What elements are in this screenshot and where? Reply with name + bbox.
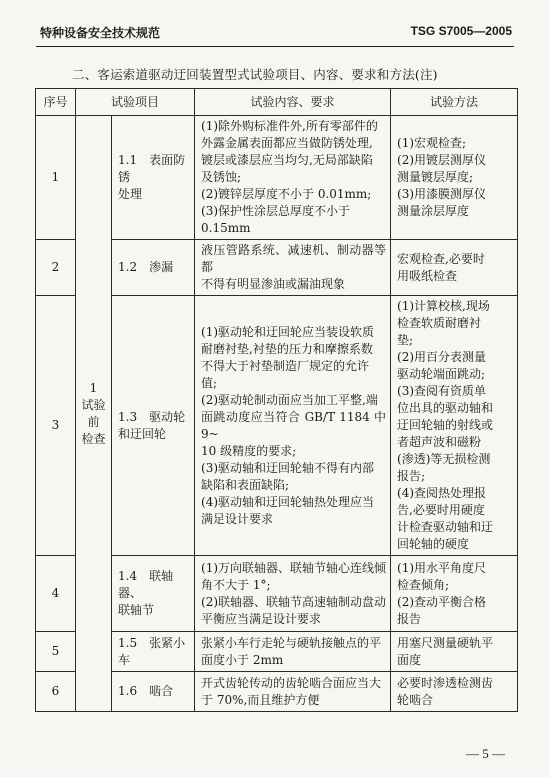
- test-method-line: 测量镀层厚度;: [397, 170, 474, 184]
- test-content-line: (1)万向联轴器、联轴节轴心连线倾: [201, 560, 387, 575]
- test-content-line: 满足设计要求: [201, 511, 274, 526]
- test-content-line: (2)镀锌层厚度不小于 0.01mm;: [201, 187, 372, 201]
- table-header-row: [36, 89, 518, 116]
- test-content-cell: [195, 296, 391, 556]
- category-text: 1: [89, 380, 98, 395]
- test-method-line: (2)查动平衡合格: [397, 594, 487, 609]
- test-method-line: 检查倾角;: [397, 577, 450, 592]
- test-method-line: (1)用水平角度尺: [397, 560, 487, 575]
- row-number: 3: [36, 296, 76, 556]
- test-method-line: 用塞尺测量硬轨平: [397, 635, 494, 650]
- test-method-line: (1)计算校核,现场: [397, 299, 490, 313]
- category-cell: [76, 116, 112, 712]
- test-method-line: 回轮轴的硬度: [397, 537, 470, 551]
- test-content-line: (4)驱动轴和迂回轮轴热处理应当: [201, 494, 375, 509]
- test-method-cell: [391, 296, 518, 556]
- test-item-cell: [112, 116, 195, 240]
- test-item-line: 联轴节: [118, 603, 155, 617]
- test-content-cell: [195, 116, 391, 240]
- test-item-cell: [112, 556, 195, 632]
- test-method-line: 必要时渗透检测齿: [397, 675, 494, 690]
- test-method-line: 驱动轮端面跳动;: [397, 367, 486, 381]
- table-caption: 二、客运索道驱动迂回装置型式试验项目、内容、要求和方法(注): [72, 67, 438, 82]
- col-header-no: 序号: [36, 89, 76, 116]
- test-content-line: 不得大于衬垫制造厂规定的允许: [201, 358, 370, 373]
- test-content-line: 及锈蚀;: [201, 170, 242, 184]
- test-method-line: 面度: [397, 652, 422, 667]
- test-item-line: 1.3 驱动轮: [118, 409, 186, 424]
- test-content-line: 缺陷和表面缺陷;: [201, 477, 290, 492]
- test-content-line: 0.15mm: [201, 221, 251, 235]
- test-content-line: (1)驱动轮和迂回轮应当装设软质: [201, 324, 375, 339]
- test-method-line: 迂回轮轴的射线或: [397, 418, 494, 432]
- test-content-line: (2)联轴器、联轴节高速轴制动盘动: [201, 594, 387, 609]
- test-method-line: (2)用百分表测量: [397, 350, 487, 364]
- test-item-line: 1.5 张紧小车: [118, 635, 186, 667]
- test-content-line: 面度小于 2mm: [201, 652, 284, 667]
- header-rule: [36, 46, 514, 47]
- test-method-line: 位出具的驱动轴和: [397, 401, 494, 415]
- test-spec-table: [35, 88, 518, 712]
- row-number: 2: [36, 240, 76, 296]
- category-text: 检查: [81, 431, 106, 446]
- test-item-line: 1.2 渗漏: [118, 260, 174, 274]
- test-content-line: 镀层或漆层应当均匀,无局部缺陷: [201, 153, 373, 167]
- col-header-method: 试验方法: [391, 89, 518, 116]
- test-item-line: 1.4 联轴器、: [118, 569, 174, 600]
- col-header-content: 试验内容、要求: [195, 89, 391, 116]
- col-header-item: 试验项目: [76, 89, 195, 116]
- header-standard-code: TSG S7005—2005: [410, 24, 512, 38]
- test-method-cell: [391, 556, 518, 632]
- test-method-line: (3)查阅有资质单: [397, 384, 487, 398]
- test-content-line: 10 级精度的要求;: [201, 443, 297, 458]
- test-item-cell: [112, 632, 195, 672]
- test-content-line: 平衡应当满足设计要求: [201, 611, 322, 626]
- test-method-line: 宏观检查,必要时: [397, 251, 485, 266]
- test-content-line: (3)驱动轴和迂回轮轴不得有内部: [201, 460, 375, 475]
- test-method-cell: [391, 240, 518, 296]
- test-method-line: (渗透)等无损检测: [397, 452, 491, 466]
- test-content-line: 外露金属表面都应当做防锈处理,: [201, 136, 373, 150]
- test-method-line: 报告;: [397, 469, 426, 483]
- test-method-line: (4)查阅热处理报: [397, 486, 487, 500]
- test-method-line: 计检查驱动轴和迂: [397, 520, 494, 534]
- test-method-line: 检查软质耐磨衬: [397, 316, 482, 330]
- header-title: 特种设备安全技术规范: [40, 26, 161, 40]
- test-content-cell: [195, 672, 391, 712]
- row-number: 6: [36, 672, 76, 712]
- test-method-cell: [391, 632, 518, 672]
- test-item-line: 处理: [118, 187, 143, 201]
- test-content-line: 开式齿轮传动的齿轮啮合面应当大: [201, 675, 382, 690]
- test-method-line: (2)用镀层测厚仪: [397, 153, 487, 167]
- test-content-line: (1)除外购标准件外,所有零部件的: [201, 119, 378, 133]
- test-method-line: 报告: [397, 611, 422, 626]
- test-item-cell: [112, 240, 195, 296]
- test-method-line: (1)宏观检查;: [397, 136, 467, 150]
- test-item-cell: [112, 296, 195, 556]
- test-content-line: (2)驱动轮制动面应当加工平整,端: [201, 392, 378, 407]
- test-content-line: 角不大于 1°;: [201, 577, 271, 592]
- test-method-line: 测量涂层厚度: [397, 204, 470, 218]
- test-content-line: 于 70%,而且维护方便: [201, 692, 320, 707]
- test-content-line: 张紧小车行走轮与硬轨接触点的平: [201, 635, 382, 650]
- row-number: 1: [36, 116, 76, 240]
- test-method-line: 垫;: [397, 333, 414, 347]
- test-method-line: 轮啮合: [397, 692, 434, 707]
- test-content-line: 面跳动度应当符合 GB/T 1184 中9~: [201, 409, 387, 441]
- test-content-line: (3)保护性涂层总厚度不小于: [201, 204, 351, 218]
- test-method-cell: [391, 116, 518, 240]
- category-text: 前: [87, 414, 100, 429]
- test-content-cell: [195, 240, 391, 296]
- test-content-cell: [195, 556, 391, 632]
- page-number: — 5 —: [466, 746, 505, 761]
- test-method-line: (3)用漆膜测厚仪: [397, 187, 487, 201]
- test-item-cell: [112, 672, 195, 712]
- test-item-line: 1.1 表面防锈: [118, 153, 186, 184]
- test-content-cell: [195, 632, 391, 672]
- row-number: 5: [36, 632, 76, 672]
- test-method-line: 者超声波和磁粉: [397, 435, 482, 449]
- test-item-line: 和迂回轮: [118, 426, 167, 441]
- category-text: 试验: [81, 397, 106, 412]
- test-method-line: 用吸纸检查: [397, 268, 458, 283]
- test-method-cell: [391, 672, 518, 712]
- test-content-line: 值;: [201, 375, 218, 390]
- table-row: [36, 116, 518, 240]
- test-content-line: 不得有明显渗油或漏油现象: [201, 277, 346, 291]
- test-item-line: 1.6 啮合: [118, 684, 174, 698]
- test-content-line: 耐磨衬垫,衬垫的压力和摩擦系数: [201, 341, 373, 356]
- row-number: 4: [36, 556, 76, 632]
- test-content-line: 液压管路系统、减速机、制动器等都: [201, 243, 387, 274]
- test-method-line: 告,必要时用硬度: [397, 503, 485, 517]
